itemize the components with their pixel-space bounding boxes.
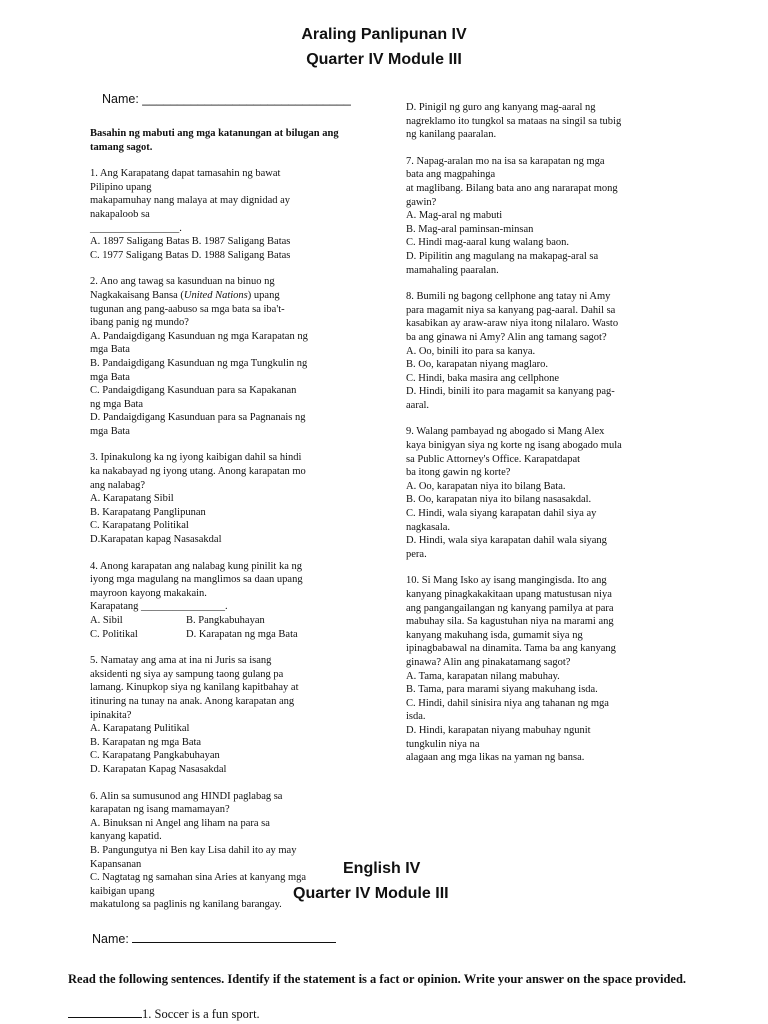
question-line: 8. Bumili ng bagong cellphone ang tatay ni Amy: [406, 291, 611, 303]
choice: D. Karapatan ng mga Bata: [186, 628, 298, 640]
question-line: B. Mag-aral paminsan-minsan: [406, 223, 534, 235]
question-line: A. Karapatang Sibil: [90, 493, 174, 505]
question-line: 10. Si Mang Isko ay isang mangingisda. Ito ang: [406, 575, 607, 587]
question-line: nagkasala.: [406, 521, 451, 533]
question-line: 2. Ano ang tawag sa kasunduan na binuo ng: [90, 276, 275, 288]
question-line: nagreklamo ito tungkol sa mataas na singil sa tubig: [406, 115, 622, 127]
question-line: Pilipino upang: [90, 181, 152, 193]
question-line: 6. Alin sa sumusunod ang HINDI paglabag sa: [90, 790, 283, 802]
question-line: B. Pangungutya ni Ben kay Lisa dahil ito ay may: [90, 844, 297, 856]
question-block: [90, 167, 372, 262]
question-line: B. Tama, para marami siyang makuhang isda.: [406, 684, 598, 696]
question-line: at maglibang. Bilang bata ano ang nararapat mong: [406, 182, 618, 194]
english-name-label: [92, 930, 336, 946]
question-line: makatulong sa paglinis ng kanilang barangay.: [90, 899, 282, 911]
question-line: tugunan ang pang-aabuso sa mga bata sa iba't-: [90, 303, 285, 315]
question-line: mga Bata: [90, 344, 130, 356]
question-line: A. Oo, binili ito para sa kanya.: [406, 345, 536, 357]
question-line: mga Bata: [90, 425, 130, 437]
question-line: mabuhay sila. Sa kagustuhan niya na marami ang: [406, 616, 614, 628]
question-line: alagaan ang mga likas na yaman ng bansa.: [406, 752, 585, 764]
question-block: [406, 101, 696, 142]
question-block: [406, 425, 696, 561]
english-instructions: Read the following sentences. Identify if the statement is a fact or opinion. Write your answer on the space provided.: [68, 972, 687, 986]
question-line: ibang panig ng mundo?: [90, 317, 189, 329]
question-line: makapamuhay nang malaya at may dignidad ay: [90, 195, 291, 207]
question-line: ang pangangailangan ng kanyang pamilya at para: [406, 602, 614, 614]
question-line: C. Karapatang Pangkabuhayan: [90, 750, 220, 762]
question-line: sa Public Attorney's Office. Karapatdapat: [406, 453, 581, 465]
question-line: B. Karapatan ng mga Bata: [90, 736, 202, 748]
question-line: D. Pipilitin ang magulang na makapag-aral sa: [406, 250, 599, 262]
question-line: lamang. Kinupkop siya ng kanilang kapitbahay at: [90, 682, 299, 694]
choice: B. Pangkabuhayan: [186, 615, 265, 626]
question-line: ginawa? Alin ang pinakatamang sagot?: [406, 656, 571, 668]
question-line: mamahaling paaralan.: [406, 264, 499, 276]
question-line: B. Oo, karapatan niya ito bilang nasasakdal.: [406, 494, 592, 506]
english-item-1-text: 1. Soccer is a fun sport.: [142, 1007, 260, 1021]
question-line: A. Karapatang Pulitikal: [90, 723, 190, 735]
name-field-label: Name: ______________________________: [102, 92, 351, 106]
choice: A. Sibil: [90, 615, 123, 626]
question-line: C. Karapatang Politikal: [90, 520, 189, 532]
page-title: Araling Panlipunan IV: [301, 26, 467, 43]
question-line: D. Hindi, wala siya karapatan dahil wala siyang: [406, 535, 607, 547]
question-line: gawin?: [406, 196, 437, 208]
question-line: C. 1977 Saligang Batas D. 1988 Saligang Batas: [90, 249, 291, 261]
question-line: B. Pandaigdigang Kasunduan ng mga Tungkulin ng: [90, 357, 308, 369]
question-line: kaibigan upang: [90, 885, 155, 897]
question-block: [90, 451, 372, 546]
english-item-1: [68, 1005, 260, 1022]
question-block: [406, 290, 696, 412]
emphasis: United Nations: [183, 289, 248, 301]
choice-row: [90, 628, 372, 642]
left-column: [90, 127, 372, 925]
question-line: ng kanilang paaralan.: [406, 129, 497, 141]
question-line: kanyang kapatid.: [90, 831, 162, 843]
question-line: Karapatang ________________.: [90, 601, 228, 613]
instructions: Basahin ng mabuti ang mga katanungan at bilugan ang tamang sagot.: [90, 128, 339, 153]
question-line: bata ang magpahinga: [406, 169, 496, 181]
question-line: iyong mga magulang na manglimos sa daan upang: [90, 574, 303, 586]
question-block: [90, 560, 372, 642]
question-line: D.Karapatan kapag Nasasakdal: [90, 534, 222, 546]
question-block: [90, 275, 372, 438]
question-line: 4. Anong karapatan ang nalabag kung pinilit ka ng: [90, 560, 302, 572]
question-line: ng mga Bata: [90, 398, 144, 410]
question-line: 3. Ipinakulong ka ng iyong kaibigan dahil sa hindi: [90, 452, 302, 464]
question-line: ba ang ginawa ni Amy? Alin ang tamang sagot?: [406, 331, 607, 343]
right-column: [406, 101, 696, 778]
question-line: kanyang pinagkakakitaan upang matustusan niya: [406, 589, 612, 600]
question-line: C. Nagtatag ng samahan sina Aries at kanyang mga: [90, 872, 307, 884]
question-block: [90, 654, 372, 776]
question-line: A. 1897 Saligang Batas B. 1987 Saligang Batas: [90, 236, 291, 248]
question-line: B. Karapatang Panglipunan: [90, 506, 206, 518]
question-line: D. Pandaigdigang Kasunduan para sa Pagnanais ng: [90, 412, 306, 424]
question-line: isda.: [406, 711, 426, 723]
answer-blank: [68, 1005, 142, 1018]
question-line: D. Pinigil ng guro ang kanyang mag-aaral ng: [406, 102, 596, 113]
question-line: ka nakabayad ng iyong utang. Anong karapatan mo: [90, 466, 306, 478]
page-subtitle: Quarter IV Module III: [306, 51, 462, 68]
question-line: C. Hindi, wala siyang karapatan dahil siya ay: [406, 508, 597, 520]
question-line: kanyang makuhang isda, gumamit siya ng: [406, 629, 583, 641]
question-line: mayroon kayong makakain.: [90, 587, 207, 599]
question-line: D. Karapatan Kapag Nasasakdal: [90, 763, 227, 775]
english-title: English IV: [343, 860, 421, 877]
question-line: kasabikan ay araw-araw niya itong nilalaro. Wasto: [406, 318, 619, 330]
choice-row: [90, 614, 372, 628]
question-line: ba itong gawin ng korte?: [406, 467, 511, 479]
question-line: karapatan ng isang mamamayan?: [90, 804, 230, 816]
question-line: A. Mag-aral ng mabuti: [406, 210, 503, 222]
question-line: 7. Napag-aralan mo na isa sa karapatan ng mga: [406, 155, 605, 167]
question-line: itinuring na tunay na anak. Anong karapatan ang: [90, 695, 295, 707]
question-line: _________________.: [90, 222, 182, 234]
question-line: ipinagbabawal na dinamita. Tama ba ang kanyang: [406, 643, 616, 655]
english-subtitle: Quarter IV Module III: [293, 885, 449, 902]
question-line: B. Oo, karapatan niyang maglaro.: [406, 359, 548, 371]
question-line: kaya binigyan siya ng korte ng isang abogado mula: [406, 440, 622, 452]
question-line: A. Pandaigdigang Kasunduan ng mga Karapatan ng: [90, 330, 308, 342]
question-line: D. Hindi, karapatan niyang mabuhay ngunit: [406, 724, 591, 736]
question-line: A. Tama, karapatan nilang mabuhay.: [406, 670, 560, 682]
question-line: 5. Namatay ang ama at ina ni Juris sa isang: [90, 655, 272, 667]
question-line: nakapaloob sa: [90, 208, 150, 220]
question-line: 1. Ang Karapatang dapat tamasahin ng bawat: [90, 168, 281, 180]
question-line: C. Hindi, baka masira ang cellphone: [406, 372, 560, 384]
english-name-text: Name:: [92, 932, 129, 946]
question-line: A. Oo, karapatan niya ito bilang Bata.: [406, 480, 566, 492]
question-line: 9. Walang pambayad ng abogado si Mang Alex: [406, 426, 605, 438]
choice: C. Politikal: [90, 628, 138, 640]
question-line: Nagkakaisang Bansa (United Nations) upang: [90, 289, 280, 301]
question-line: C. Hindi mag-aaral kung walang baon.: [406, 237, 569, 249]
question-block: [406, 574, 696, 764]
english-name-line: [132, 930, 336, 943]
question-line: C. Hindi, dahil sinisira niya ang tahanan ng mga: [406, 697, 609, 709]
question-line: ang nalabag?: [90, 479, 146, 491]
question-line: D. Hindi, binili ito para magamit sa kanyang pag-: [406, 386, 615, 398]
question-line: tungkulin niya na: [406, 738, 480, 750]
question-line: Kapansanan: [90, 858, 142, 870]
question-line: para magamit niya sa kanyang pag-aaral. Dahil sa: [406, 304, 616, 316]
question-line: ipinakita?: [90, 709, 132, 721]
question-line: A. Binuksan ni Angel ang liham na para sa: [90, 817, 270, 829]
question-line: aksidenti ng siya ay sampung taong gulang pa: [90, 668, 284, 680]
question-line: aaral.: [406, 399, 430, 411]
question-line: mga Bata: [90, 371, 130, 383]
question-line: pera.: [406, 548, 427, 560]
question-line: C. Pandaigdigang Kasunduan para sa Kapakanan: [90, 385, 297, 397]
question-block: [406, 155, 696, 277]
